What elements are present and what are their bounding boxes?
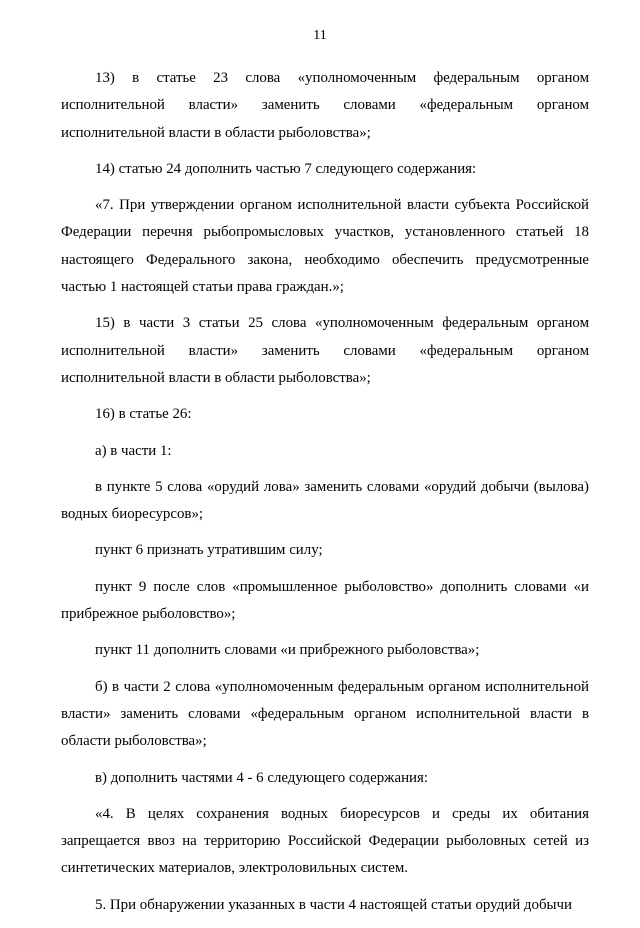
paragraph-13-article-23: 13) в статье 23 слова «уполномоченным федеральным органом исполнительной власти» заменить словами «федеральным органом исполнительной власти в области рыболовства»; (61, 70, 589, 141)
paragraph-article-24-part-7-text: «7. При утверждении органом исполнительной власти субъекта Российской Федерации перечня рыбопромысловых участков, установленного статьей 18 настоящего Федерального закона, необходимо обеспечить предусмотренные частью 1 настоящей статьи права граждан.»; (61, 197, 589, 296)
paragraph-v-parts-4-6: в) дополнить частями 4 - 6 следующего содержания: (95, 769, 428, 786)
paragraph-point-9: пункт 9 после слов «промышленное рыболовство» дополнить словами «и прибрежное рыболовство»; (61, 578, 589, 623)
paragraph-a-part-1: а) в части 1: (95, 442, 172, 459)
paragraph-point-5: в пункте 5 слова «орудий лова» заменить словами «орудий добычи (вылова) водных биоресурсов»; (61, 478, 589, 523)
paragraph-part-5-text: 5. При обнаружении указанных в части 4 настоящей статьи орудий добычи (95, 896, 572, 913)
paragraph-15-article-25: 15) в части 3 статьи 25 слова «уполномоченным федеральным органом исполнительной власти» заменить словами «федеральным органом исполнительной власти в области рыболовства»; (61, 315, 589, 386)
paragraph-point-6: пункт 6 признать утратившим силу; (95, 542, 323, 559)
document-body (61, 65, 589, 928)
paragraph-14-article-24: 14) статью 24 дополнить частью 7 следующего содержания: (95, 160, 477, 177)
paragraph-16-article-26: 16) в статье 26: (95, 406, 192, 423)
paragraph-point-11: пункт 11 дополнить словами «и прибрежного рыболовства»; (95, 642, 480, 659)
paragraph-part-4-text: «4. В целях сохранения водных биоресурсов и среды их обитания запрещается ввоз на территорию Российской Федерации рыболовных сетей из синтетических материалов, электроловильных систем. (61, 805, 589, 877)
paragraph-b-part-2: б) в части 2 слова «уполномоченным федеральным органом исполнительной власти» заменить словами «федеральным органом исполнительной власти в области рыболовства»; (61, 678, 589, 750)
page-number: 11 (313, 28, 327, 43)
